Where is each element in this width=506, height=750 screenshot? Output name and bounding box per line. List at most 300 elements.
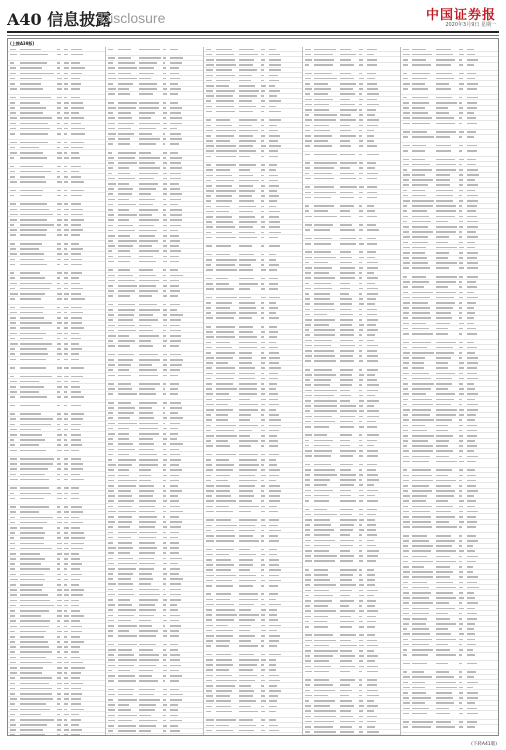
table-cell — [314, 238, 332, 240]
table-cell — [340, 519, 357, 521]
table-cell — [10, 626, 17, 628]
table-cell — [412, 702, 424, 704]
table-cell — [170, 295, 178, 297]
table-cell — [403, 347, 407, 349]
table-cell — [467, 59, 478, 61]
table-cell — [459, 190, 463, 192]
table-cell — [305, 500, 310, 502]
table-cell — [170, 369, 179, 371]
table-cell — [10, 298, 15, 300]
table-cell — [261, 464, 264, 466]
table-cell — [436, 545, 452, 547]
table-cell — [340, 484, 354, 486]
table-cell — [305, 421, 311, 423]
table-cell — [412, 456, 430, 458]
table-cell — [216, 635, 233, 637]
table-cell — [403, 210, 408, 212]
table-cell — [64, 190, 67, 192]
table-cell — [118, 490, 131, 492]
table-cell — [71, 353, 79, 355]
table-cell — [64, 396, 68, 398]
table-cell — [340, 355, 353, 357]
table-cell — [403, 628, 408, 630]
table-cell — [163, 49, 167, 51]
table-cell — [163, 319, 168, 321]
table-cell — [206, 399, 211, 401]
table-cell — [305, 73, 312, 75]
table-cell — [436, 475, 448, 477]
table-cell — [108, 214, 114, 216]
table-cell — [467, 276, 478, 278]
table-cell — [118, 443, 133, 445]
table-cell — [64, 434, 67, 436]
table-cell — [340, 440, 350, 442]
table-cell — [206, 540, 213, 542]
table-cell — [305, 524, 310, 526]
table-cell — [314, 579, 329, 581]
table-cell — [139, 330, 153, 332]
table-cell — [412, 654, 427, 656]
table-cell — [269, 425, 281, 427]
table-cell — [71, 563, 81, 565]
table-cell — [403, 388, 408, 390]
table-cell — [314, 621, 327, 623]
table-cell — [314, 243, 331, 245]
table-cell — [305, 83, 311, 85]
table-cell — [359, 474, 363, 476]
table-cell — [64, 636, 67, 638]
table-cell — [340, 114, 351, 116]
table-cell — [436, 721, 451, 723]
table-cell — [108, 112, 113, 114]
table-cell — [305, 350, 312, 352]
table-cell — [57, 646, 63, 648]
table-cell — [305, 400, 312, 402]
table-cell — [459, 649, 463, 651]
table-cell — [10, 458, 17, 460]
continued-from-note: (上接A39版) — [10, 41, 35, 46]
table-cell — [206, 317, 212, 319]
table-cell — [20, 97, 51, 99]
table-row — [303, 144, 400, 153]
table-cell — [10, 600, 17, 602]
table-cell — [108, 480, 114, 482]
table-cell — [64, 293, 68, 295]
table-cell — [108, 715, 114, 717]
table-cell — [359, 700, 363, 702]
table-cell — [314, 64, 332, 66]
table-cell — [314, 721, 333, 723]
table-cell — [269, 480, 277, 482]
table-cell — [314, 731, 336, 733]
table-cell — [467, 582, 477, 584]
table-cell — [118, 485, 136, 487]
table-cell — [71, 195, 82, 197]
table-cell — [467, 521, 477, 523]
table-cell — [314, 695, 327, 697]
table-cell — [118, 615, 134, 617]
table-cell — [467, 49, 474, 51]
table-cell — [20, 703, 46, 705]
table-cell — [57, 348, 61, 350]
table-cell — [108, 314, 114, 316]
table-cell — [57, 450, 62, 452]
table-cell — [20, 548, 52, 550]
table-cell — [10, 78, 15, 80]
table-cell — [20, 709, 51, 711]
table-cell — [305, 495, 311, 497]
table-cell — [206, 635, 214, 637]
table-cell — [206, 630, 211, 632]
table-cell — [467, 535, 476, 537]
table-cell — [467, 440, 475, 442]
table-cell — [163, 644, 167, 646]
table-cell — [64, 444, 68, 446]
table-cell — [305, 205, 310, 207]
table-cell — [216, 185, 231, 187]
table-cell — [206, 464, 212, 466]
table-cell — [57, 195, 61, 197]
table-cell — [20, 429, 41, 431]
table-cell — [64, 693, 68, 695]
table-cell — [314, 679, 329, 681]
table-cell — [71, 333, 79, 335]
table-cell — [206, 336, 213, 338]
table-cell — [314, 495, 328, 497]
table-cell — [20, 209, 50, 211]
table-cell — [367, 726, 375, 728]
table-cell — [118, 214, 137, 216]
table-cell — [261, 454, 266, 456]
table-cell — [108, 354, 115, 356]
table-cell — [459, 184, 463, 186]
table-cell — [71, 657, 80, 659]
table-cell — [20, 418, 53, 420]
table-cell — [340, 360, 355, 362]
table-cell — [216, 100, 234, 102]
table-cell — [139, 214, 152, 216]
table-cell — [467, 373, 477, 375]
table-cell — [108, 644, 114, 646]
table-cell — [71, 672, 81, 674]
table-cell — [436, 592, 453, 594]
table-cell — [216, 711, 232, 713]
table-cell — [108, 709, 115, 711]
table-cell — [108, 133, 116, 135]
table-cell — [459, 312, 462, 314]
table-cell — [163, 209, 166, 211]
table-cell — [108, 383, 114, 385]
table-cell — [467, 545, 474, 547]
table-cell — [20, 698, 54, 700]
table-row — [401, 459, 498, 468]
table-cell — [71, 605, 79, 607]
table-cell — [10, 450, 17, 452]
table-cell — [163, 245, 168, 247]
table-cell — [340, 600, 354, 602]
table-cell — [118, 423, 137, 425]
table-cell — [206, 719, 214, 721]
table-cell — [216, 549, 234, 551]
table-cell — [239, 475, 255, 477]
table-cell — [340, 455, 354, 457]
table-cell — [118, 162, 137, 164]
table-cell — [359, 514, 363, 516]
table-cell — [10, 418, 16, 420]
table-cell — [206, 730, 212, 732]
table-cell — [139, 375, 158, 377]
table-cell — [10, 537, 14, 539]
table-cell — [403, 480, 409, 482]
table-cell — [10, 62, 15, 64]
table-cell — [10, 662, 16, 664]
table-cell — [403, 576, 409, 578]
table-cell — [163, 568, 166, 570]
table-cell — [314, 464, 330, 466]
table-cell — [467, 663, 477, 665]
table-cell — [71, 73, 82, 75]
table-cell — [403, 159, 409, 161]
table-cell — [314, 140, 328, 142]
table-cell — [108, 167, 112, 169]
table-cell — [10, 396, 15, 398]
table-cell — [216, 69, 232, 71]
table-cell — [314, 514, 337, 516]
table-cell — [412, 49, 425, 51]
table-cell — [305, 584, 311, 586]
table-cell — [403, 226, 410, 228]
table-cell — [170, 209, 182, 211]
table-cell — [139, 511, 154, 513]
table-cell — [118, 412, 134, 414]
table-cell — [108, 83, 113, 85]
table-cell — [10, 248, 16, 250]
table-cell — [403, 117, 410, 119]
table-cell — [64, 543, 68, 545]
table-cell — [314, 484, 327, 486]
table-cell — [269, 440, 279, 442]
table-cell — [163, 57, 167, 59]
table-cell — [216, 625, 228, 627]
table-cell — [206, 106, 212, 108]
table-cell — [261, 264, 264, 266]
table-cell — [269, 695, 279, 697]
table-cell — [10, 487, 17, 489]
table-cell — [64, 298, 68, 300]
table-cell — [118, 245, 133, 247]
table-cell — [340, 288, 350, 290]
table-cell — [412, 179, 432, 181]
table-cell — [459, 169, 463, 171]
table-cell — [206, 269, 213, 271]
table-cell — [118, 654, 134, 656]
table-cell — [216, 297, 237, 299]
table-cell — [239, 559, 253, 561]
table-cell — [305, 119, 312, 121]
table-cell — [467, 323, 474, 325]
table-cell — [367, 145, 378, 147]
table-cell — [459, 511, 462, 513]
table-cell — [108, 526, 113, 528]
table-cell — [459, 576, 463, 578]
table-cell — [367, 684, 377, 686]
table-cell — [118, 630, 129, 632]
table-cell — [314, 99, 333, 101]
table-cell — [359, 350, 362, 352]
table-cell — [10, 181, 17, 183]
table-cell — [314, 550, 329, 552]
table-cell — [367, 574, 376, 576]
table-cell — [314, 78, 336, 80]
table-cell — [305, 655, 311, 657]
table-cell — [367, 257, 376, 259]
table-cell — [206, 259, 212, 261]
table-row — [106, 679, 203, 688]
table-row — [8, 365, 105, 374]
table-cell — [170, 225, 181, 227]
table-cell — [314, 125, 329, 127]
table-cell — [216, 342, 230, 344]
table-cell — [64, 424, 68, 426]
table-cell — [20, 112, 43, 114]
table-cell — [216, 569, 231, 571]
table-cell — [467, 526, 476, 528]
table-cell — [367, 309, 377, 311]
table-cell — [139, 57, 160, 59]
table-cell — [403, 242, 408, 244]
table-cell — [10, 147, 15, 149]
table-cell — [412, 102, 428, 104]
table-row — [401, 87, 498, 96]
table-cell — [403, 440, 408, 442]
table-cell — [139, 625, 151, 627]
table-cell — [459, 409, 464, 411]
table-cell — [10, 381, 17, 383]
table-cell — [71, 376, 83, 378]
table-cell — [261, 283, 264, 285]
table-cell — [269, 388, 276, 390]
table-cell — [216, 680, 237, 682]
table-cell — [367, 283, 375, 285]
table-cell — [314, 445, 330, 447]
table-cell — [412, 117, 431, 119]
table-cell — [71, 396, 84, 398]
table-cell — [206, 711, 211, 713]
table-cell — [459, 216, 463, 218]
table-cell — [261, 604, 265, 606]
table-cell — [305, 574, 311, 576]
table-row — [401, 266, 498, 275]
table-cell — [170, 62, 182, 64]
table-cell — [459, 164, 462, 166]
table-cell — [367, 484, 375, 486]
table-cell — [163, 604, 167, 606]
table-cell — [64, 317, 68, 319]
table-cell — [206, 475, 210, 477]
table-cell — [436, 516, 455, 518]
table-cell — [239, 119, 257, 121]
table-cell — [314, 455, 330, 457]
table-cell — [118, 604, 132, 606]
table-cell — [459, 393, 464, 395]
table-cell — [239, 80, 250, 82]
table-cell — [261, 419, 266, 421]
table-cell — [340, 660, 353, 662]
table-cell — [269, 75, 278, 77]
table-row — [8, 131, 105, 140]
table-cell — [20, 714, 41, 716]
table-cell — [367, 334, 375, 336]
table-cell — [163, 290, 167, 292]
table-cell — [139, 563, 155, 565]
table-cell — [64, 615, 68, 617]
table-cell — [269, 659, 277, 661]
table-cell — [206, 549, 212, 551]
table-cell — [20, 298, 41, 300]
table-cell — [163, 93, 167, 95]
table-cell — [170, 516, 179, 518]
table-cell — [170, 93, 178, 95]
table-cell — [20, 327, 41, 329]
table-cell — [305, 334, 311, 336]
table-cell — [20, 152, 43, 154]
table-cell — [467, 286, 477, 288]
table-cell — [57, 288, 61, 290]
table-cell — [239, 635, 254, 637]
table-cell — [64, 102, 68, 104]
table-cell — [467, 639, 475, 641]
table-cell — [71, 487, 79, 489]
table-cell — [139, 599, 157, 601]
table-cell — [261, 690, 266, 692]
table-cell — [139, 102, 159, 104]
table-cell — [340, 162, 357, 164]
table-cell — [216, 336, 235, 338]
table-cell — [367, 545, 377, 547]
table-cell — [64, 579, 68, 581]
table-cell — [340, 495, 351, 497]
table-cell — [64, 243, 67, 245]
table-cell — [10, 683, 15, 685]
table-cell — [412, 184, 428, 186]
table-cell — [20, 288, 51, 290]
table-cell — [261, 711, 265, 713]
table-row — [204, 109, 301, 118]
table-cell — [305, 64, 309, 66]
table-cell — [412, 633, 430, 635]
table-cell — [359, 154, 362, 156]
table-cell — [239, 259, 255, 261]
table-cell — [163, 412, 166, 414]
table-cell — [139, 354, 158, 356]
table-cell — [412, 602, 433, 604]
table-cell — [57, 620, 60, 622]
table-cell — [305, 726, 312, 728]
table-row — [401, 661, 498, 670]
table-cell — [118, 364, 131, 366]
table-cell — [206, 490, 213, 492]
table-cell — [163, 490, 166, 492]
table-cell — [314, 350, 334, 352]
table-cell — [216, 254, 230, 256]
table-cell — [163, 475, 168, 477]
table-cell — [163, 345, 166, 347]
table-cell — [314, 700, 335, 702]
table-cell — [216, 619, 234, 621]
table-cell — [10, 107, 15, 109]
table-cell — [403, 107, 409, 109]
table-cell — [139, 443, 153, 445]
